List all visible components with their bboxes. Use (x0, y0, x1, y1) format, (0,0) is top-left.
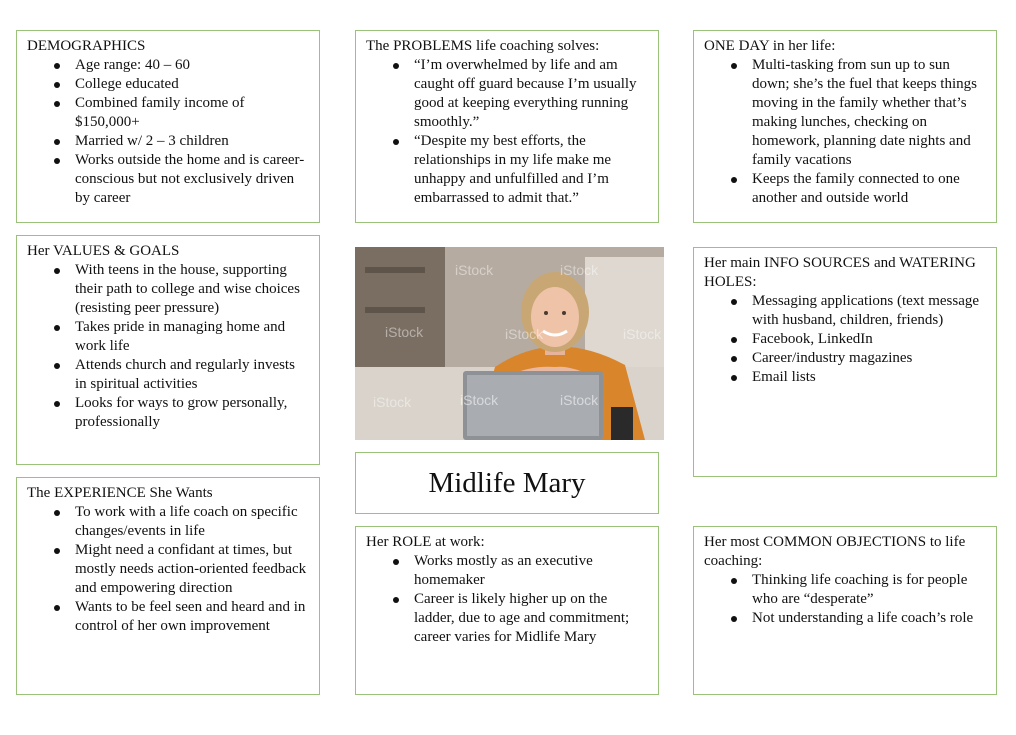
list-item: Not understanding a life coach’s role (752, 609, 986, 628)
list-item: Keeps the family connected to one another and outside world (752, 170, 986, 208)
info-sources-box (693, 247, 997, 477)
list-item: Facebook, LinkedIn (752, 330, 986, 349)
watermark-text: iStock (385, 324, 424, 340)
watermark-text: iStock (560, 392, 599, 408)
persona-name: Midlife Mary (428, 466, 586, 499)
list-item: “I’m overwhelmed by life and am caught off guard because I’m usually good at keeping everything running smoothly.” (414, 56, 648, 132)
one-day-heading: ONE DAY in her life: (704, 38, 836, 54)
problems-box (355, 30, 659, 223)
experience-box (16, 477, 320, 695)
watermark-text: iStock (560, 262, 599, 278)
info-sources-heading: Her main INFO SOURCES and WATERING HOLES: (704, 255, 976, 290)
list-item: Works outside the home and is career-conscious but not exclusively driven by career (75, 151, 309, 208)
list-item: Email lists (752, 368, 986, 387)
info-sources-list (704, 292, 986, 387)
demographics-list (27, 56, 309, 208)
list-item: Thinking life coaching is for people who are “desperate” (752, 571, 986, 609)
role-box (355, 526, 659, 695)
list-item: “Despite my best efforts, the relationships in my life make me unhappy and unfulfilled and I’m embarrassed to admit that.” (414, 132, 648, 208)
list-item: Wants to be feel seen and heard and in control of her own improvement (75, 598, 309, 636)
watermark-text: iStock (623, 326, 662, 342)
watermark-text: iStock (505, 326, 544, 342)
list-item: Might need a confidant at times, but mostly needs action-oriented feedback and empowering direction (75, 541, 309, 598)
persona-name-box (355, 452, 659, 514)
list-item: College educated (75, 75, 309, 94)
problems-heading: The PROBLEMS life coaching solves: (366, 38, 600, 54)
one-day-list (704, 56, 986, 208)
list-item: Combined family income of $150,000+ (75, 94, 309, 132)
list-item: Attends church and regularly invests in spiritual activities (75, 356, 309, 394)
watermark-text: iStock (455, 262, 494, 278)
values-list (27, 261, 309, 432)
persona-photo-illustration (355, 247, 664, 440)
list-item: Multi-tasking from sun up to sun down; she’s the fuel that keeps things moving in the family whether that’s making lunches, checking on homework, planning date nights and family vacations (752, 56, 986, 170)
watermark-text: iStock (460, 392, 499, 408)
list-item: Career/industry magazines (752, 349, 986, 368)
one-day-box (693, 30, 997, 223)
demographics-heading: DEMOGRAPHICS (27, 38, 146, 54)
list-item: Takes pride in managing home and work life (75, 318, 309, 356)
list-item: Works mostly as an executive homemaker (414, 552, 648, 590)
persona-photo (355, 247, 664, 440)
experience-list (27, 503, 309, 636)
problems-list (366, 56, 648, 208)
demographics-box (16, 30, 320, 223)
values-box (16, 235, 320, 465)
list-item: Age range: 40 – 60 (75, 56, 309, 75)
experience-heading: The EXPERIENCE She Wants (27, 485, 213, 501)
list-item: Married w/ 2 – 3 children (75, 132, 309, 151)
values-heading: Her VALUES & GOALS (27, 243, 180, 259)
role-list (366, 552, 648, 647)
list-item: With teens in the house, supporting their path to college and wise choices (resisting peer pressure) (75, 261, 309, 318)
role-heading: Her ROLE at work: (366, 534, 485, 550)
list-item: Messaging applications (text message with husband, children, friends) (752, 292, 986, 330)
objections-box (693, 526, 997, 695)
objections-heading: Her most COMMON OBJECTIONS to life coaching: (704, 534, 966, 569)
list-item: Looks for ways to grow personally, professionally (75, 394, 309, 432)
list-item: To work with a life coach on specific changes/events in life (75, 503, 309, 541)
list-item: Career is likely higher up on the ladder, due to age and commitment; career varies for Midlife Mary (414, 590, 648, 647)
objections-list (704, 571, 986, 628)
watermark-text: iStock (373, 394, 412, 410)
